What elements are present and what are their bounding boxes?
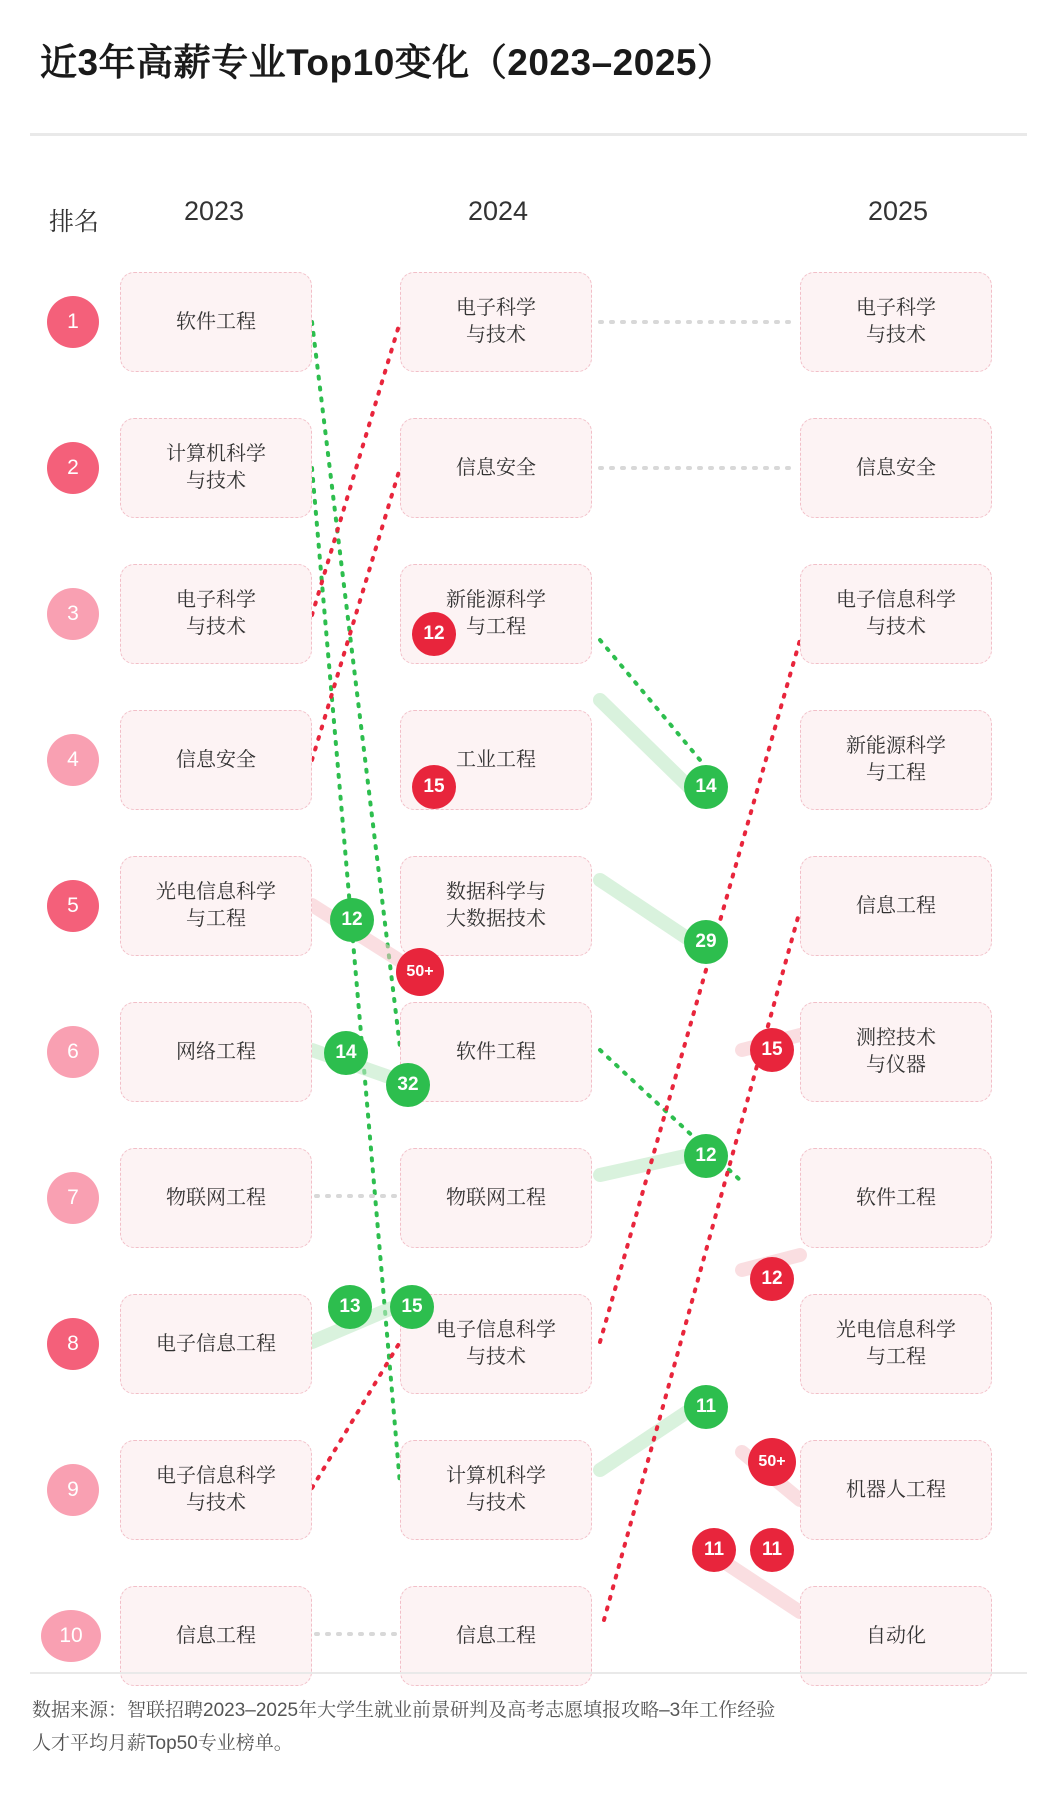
node-2025-rank-6[interactable] — [800, 1002, 992, 1102]
node-2023-rank-5[interactable] — [120, 856, 312, 956]
node-2023-rank-3[interactable] — [120, 564, 312, 664]
node-2025-rank-1[interactable] — [800, 272, 992, 372]
node-label: 电子科学 与技术 — [456, 297, 536, 346]
column-header-2023: 2023 — [183, 196, 245, 226]
rank-badge-6: 6 — [47, 1026, 99, 1078]
source-note-line1: 数据来源：智联招聘2023–2025年大学生就业前景研判及高考志愿填报攻略–3年工作经验 — [32, 1700, 776, 1721]
node-label: 信息工程 — [176, 1624, 256, 1647]
change-chip-7: 13 — [328, 1285, 372, 1329]
node-2023-rank-6[interactable] — [120, 1002, 312, 1102]
rank-column-header: 排名 — [48, 208, 99, 236]
change-chip-11: 15 — [750, 1028, 794, 1072]
node-label: 电子信息科学 与技术 — [436, 1319, 556, 1368]
node-2024-rank-10[interactable] — [400, 1586, 592, 1686]
rank-badge-4: 4 — [47, 734, 99, 786]
node-label: 电子信息工程 — [156, 1332, 276, 1355]
change-chip-16: 11 — [692, 1528, 736, 1572]
rank-badge-1: 1 — [47, 296, 99, 348]
node-2025-rank-8[interactable] — [800, 1294, 992, 1394]
change-chip-4: 50+ — [396, 948, 444, 996]
node-label: 软件工程 — [856, 1186, 936, 1209]
node-label: 工业工程 — [456, 748, 536, 771]
node-label: 信息安全 — [456, 456, 536, 479]
rank-badge-7: 7 — [47, 1172, 99, 1224]
node-label: 软件工程 — [456, 1040, 536, 1063]
node-2025-rank-9[interactable] — [800, 1440, 992, 1540]
node-label: 物联网工程 — [166, 1186, 266, 1209]
column-header-2025: 2025 — [867, 196, 929, 226]
change-chip-3: 12 — [330, 898, 374, 942]
node-2023-rank-8[interactable] — [120, 1294, 312, 1394]
node-2024-rank-1[interactable] — [400, 272, 592, 372]
rank-badge-9: 9 — [47, 1464, 99, 1516]
change-chip-15: 50+ — [748, 1438, 796, 1486]
node-label: 新能源科学 与工程 — [846, 735, 946, 784]
rank-badge-10: 10 — [41, 1610, 101, 1662]
node-label: 物联网工程 — [446, 1186, 546, 1209]
node-label: 自动化 — [866, 1624, 926, 1647]
node-2025-rank-4[interactable] — [800, 710, 992, 810]
change-chip-10: 29 — [684, 920, 728, 964]
change-chip-6: 32 — [386, 1063, 430, 1107]
column-header-2024: 2024 — [467, 196, 529, 226]
node-label: 光电信息科学 与工程 — [836, 1319, 956, 1368]
change-chip-5: 14 — [324, 1031, 368, 1075]
change-chip-8: 15 — [390, 1285, 434, 1329]
node-label: 电子信息科学 与技术 — [836, 589, 956, 638]
source-note — [32, 1694, 1022, 1761]
node-2024-rank-5[interactable] — [400, 856, 592, 956]
change-chip-12: 12 — [684, 1134, 728, 1178]
change-chip-17: 11 — [750, 1528, 794, 1572]
node-label: 数据科学与 大数据技术 — [446, 881, 546, 930]
node-2023-rank-2[interactable] — [120, 418, 312, 518]
rank-badge-8: 8 — [47, 1318, 99, 1370]
node-label: 信息安全 — [856, 456, 936, 479]
change-chip-14: 11 — [684, 1385, 728, 1429]
node-label: 电子信息科学 与技术 — [156, 1465, 276, 1514]
node-label: 信息工程 — [456, 1624, 536, 1647]
change-chip-9: 14 — [684, 765, 728, 809]
node-2025-rank-2[interactable] — [800, 418, 992, 518]
node-label: 光电信息科学 与工程 — [156, 881, 276, 930]
node-label: 电子科学 与技术 — [856, 297, 936, 346]
node-2023-rank-9[interactable] — [120, 1440, 312, 1540]
node-label: 新能源科学 与工程 — [446, 589, 546, 638]
rank-badge-2: 2 — [47, 442, 99, 494]
node-2024-rank-7[interactable] — [400, 1148, 592, 1248]
change-chip-2: 15 — [412, 765, 456, 809]
node-2025-rank-10[interactable] — [800, 1586, 992, 1686]
node-2024-rank-2[interactable] — [400, 418, 592, 518]
node-2023-rank-1[interactable] — [120, 272, 312, 372]
node-label: 网络工程 — [176, 1040, 256, 1063]
rank-badge-5: 5 — [47, 880, 99, 932]
node-2025-rank-3[interactable] — [800, 564, 992, 664]
node-label: 信息安全 — [176, 748, 256, 771]
node-2024-rank-9[interactable] — [400, 1440, 592, 1540]
node-label: 机器人工程 — [846, 1478, 946, 1501]
source-note-line2: 人才平均月薪Top50专业榜单。 — [32, 1733, 293, 1755]
node-2025-rank-7[interactable] — [800, 1148, 992, 1248]
node-2025-rank-5[interactable] — [800, 856, 992, 956]
change-chip-1: 12 — [412, 612, 456, 656]
node-label: 软件工程 — [176, 310, 256, 333]
change-chip-13: 12 — [750, 1257, 794, 1301]
page-title: 近3年高薪专业Top10变化（2023–2025） — [40, 42, 735, 83]
node-2023-rank-7[interactable] — [120, 1148, 312, 1248]
node-2023-rank-10[interactable] — [120, 1586, 312, 1686]
node-label: 电子科学 与技术 — [176, 589, 256, 638]
node-2023-rank-4[interactable] — [120, 710, 312, 810]
node-label: 计算机科学 与技术 — [446, 1465, 546, 1514]
rank-badge-3: 3 — [47, 588, 99, 640]
node-label: 信息工程 — [856, 894, 936, 917]
node-label: 测控技术 与仪器 — [856, 1027, 936, 1076]
node-label: 计算机科学 与技术 — [166, 443, 266, 492]
footer-divider — [30, 1672, 1027, 1674]
